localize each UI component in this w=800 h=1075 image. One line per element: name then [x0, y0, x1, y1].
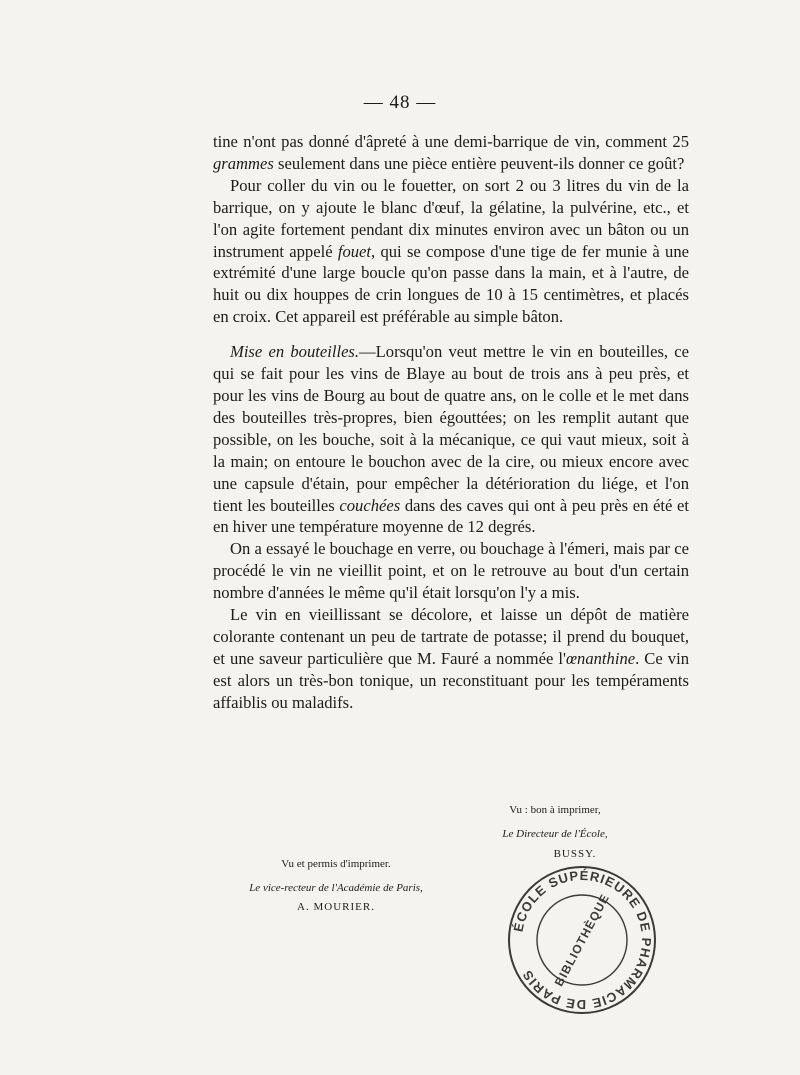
- library-stamp: [504, 862, 660, 1018]
- printing-permission: [226, 852, 446, 914]
- page-number: — 48 —: [363, 92, 437, 113]
- paragraph: Mise en bouteilles.—Lorsqu'on veut mettre le vin en bouteilles, ce qui se fait pour les vins de Blaye au bout de trois ans à peu près, et pour les vins de Bourg au bout de quatre ans, on le colle et le met dans des bouteilles très-propres, bien égouttées; on les remplit autant que possible, on les bouche, soit à la mécanique, ce qui vaut mieux, soit à la main; on entoure le bouchon avec de la cire, ou mieux encore avec une capsule d'étain, pour empêcher la détérioration du liége, et l'on tient les bouteilles couchées dans des caves qui ont à peu près en été et en hiver une température moyenne de 12 degrés.: [213, 342, 690, 537]
- signatory-name: BUSSY.: [553, 848, 597, 860]
- printing-approval: [470, 798, 640, 862]
- signatory-title: Le Directeur de l'École,: [502, 828, 608, 840]
- approval-line: Vu et permis d'imprimer.: [281, 858, 391, 870]
- stamp-outer-text: ÉCOLE SUPÉRIEURE DE PHARMACIE DE PARIS: [510, 867, 655, 1013]
- body-text: [213, 131, 689, 714]
- signatory-name: A. MOURIER.: [297, 901, 375, 913]
- paragraph: Pour coller du vin ou le fouetter, on sort 2 ou 3 litres du vin de la barrique, on y ajoute le blanc d'œuf, la gélatine, la pulvérine, etc., et l'on agite fortement pendant dix minutes environ avec un bâton ou un instrument appelé fouet, qui se compose d'une tige de fer munie à une extrémité d'une large boucle qu'on passe dans la main, et à l'autre, de huit ou dix houppes de crin longues de 10 à 15 centimètres, et placés en croix. Cet appareil est préférable au simple bâton.: [213, 175, 689, 327]
- approval-line: Vu : bon à imprimer,: [509, 804, 601, 816]
- paragraph: tine n'ont pas donné d'âpreté à une demi-barrique de vin, comment 25 grammes seulement dans une pièce entière peuvent-ils donner ce goût?: [213, 132, 689, 173]
- paragraph: On a essayé le bouchage en verre, ou bouchage à l'émeri, mais par ce procédé le vin ne vieillit point, et on le retrouve au bout d'un certain nombre d'années le même qu'il était lorsqu'on l'y a mis.: [213, 539, 689, 603]
- paragraph: Le vin en vieillissant se décolore, et laisse un dépôt de matière colorante contenant un peu de tartrate de potasse; il prend du bouquet, et une saveur particulière que M. Fauré a nommée l'œnanthine. Ce vin est alors un très-bon tonique, un reconstituant pour les tempéraments affaiblis ou maladifs.: [213, 605, 689, 712]
- stamp-inner-text: BIBLIOTHÈQUE: [551, 891, 613, 989]
- signatory-title: Le vice-recteur de l'Académie de Paris,: [249, 882, 423, 894]
